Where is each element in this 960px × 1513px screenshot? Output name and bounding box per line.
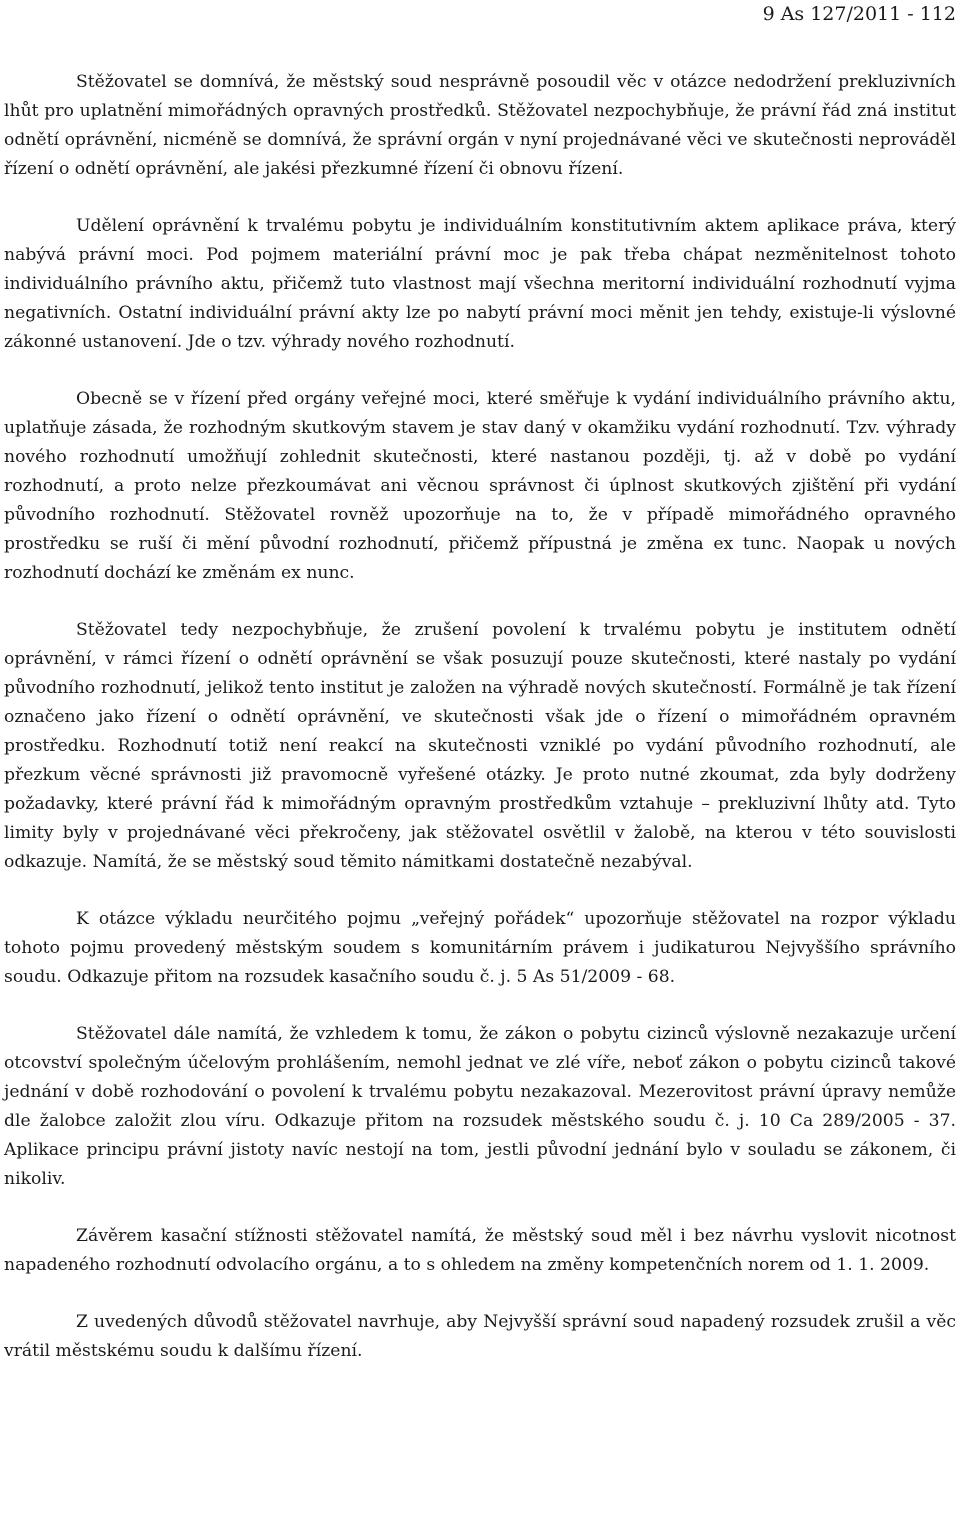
paragraph-5: K otázce výkladu neurčitého pojmu „veřejný pořádek“ upozorňuje stěžovatel na rozpor výkladu tohoto pojmu provedený městským soudem s komunitárním právem i judikaturou Nejvyššího správního soudu. Odkazuje přitom na rozsudek kasačního soudu č. j. 5 As 51/2009 - 68. xyxy=(4,909,956,987)
paragraph-1: Stěžovatel se domnívá, že městský soud nesprávně posoudil věc v otázce nedodržení prekluzivních lhůt pro uplatnění mimořádných opravných prostředků. Stěžovatel nezpochybňuje, že právní řád zná institut odnětí oprávnění, nicméně se domnívá, že správní orgán v nyní projednávané věci ve skutečnosti neprováděl řízení o odnětí oprávnění, ale jakési přezkumné řízení či obnovu řízení. xyxy=(4,72,956,179)
paragraph-2: Udělení oprávnění k trvalému pobytu je individuálním konstitutivním aktem aplikace práva, který nabývá právní moci. Pod pojmem materiální právní moc je pak třeba chápat nezměnitelnost tohoto individuálního právního aktu, přičemž tuto vlastnost mají všechna meritorní individuální rozhodnutí vyjma negativních. Ostatní individuální právní akty lze po nabytí právní moci měnit jen tehdy, existuje-li výslovné zákonné ustanovení. Jde o tzv. výhrady nového rozhodnutí. xyxy=(4,216,956,352)
page-header-case-number: 9 As 127/2011 - 112 xyxy=(762,3,956,25)
paragraph-3: Obecně se v řízení před orgány veřejné moci, které směřuje k vydání individuálního právního aktu, uplatňuje zásada, že rozhodným skutkovým stavem je stav daný v okamžiku vydání rozhodnutí. Tzv. výhrady nového rozhodnutí umožňují zohlednit skutečnosti, které nastanou později, tj. až v době po vydání rozhodnutí, a proto nelze přezkoumávat ani věcnou správnost či úplnost skutkových zjištění při vydání původního rozhodnutí. Stěžovatel rovněž upozorňuje na to, že v případě mimořádného opravného prostředku se ruší či mění původní rozhodnutí, přičemž přípustná je změna ex tunc. Naopak u nových rozhodnutí dochází ke změnám ex nunc. xyxy=(4,389,956,583)
paragraph-6: Stěžovatel dále namítá, že vzhledem k tomu, že zákon o pobytu cizinců výslovně nezakazuje určení otcovství společným účelovým prohlášením, nemohl jednat ve zlé víře, neboť zákon o pobytu cizinců takové jednání v době rozhodování o povolení k trvalému pobytu nezakazoval. Mezerovitost právní úpravy nemůže dle žalobce založit zlou víru. Odkazuje přitom na rozsudek městského soudu č. j. 10 Ca 289/2005 - 37. Aplikace principu právní jistoty navíc nestojí na tom, jestli původní jednání bylo v souladu se zákonem, či nikoliv. xyxy=(4,1024,956,1189)
document-body xyxy=(4,68,956,1366)
paragraph-4: Stěžovatel tedy nezpochybňuje, že zrušení povolení k trvalému pobytu je institutem odnětí oprávnění, v rámci řízení o odnětí oprávnění se však posuzují pouze skutečnosti, které nastaly po vydání původního rozhodnutí, jelikož tento institut je založen na výhradě nových skutečností. Formálně je tak řízení označeno jako řízení o odnětí oprávnění, ve skutečnosti však jde o řízení o mimořádném opravném prostředku. Rozhodnutí totiž není reakcí na skutečnosti vzniklé po vydání původního rozhodnutí, ale přezkum věcné správnosti již pravomocně vyřešené otázky. Je proto nutné zkoumat, zda byly dodrženy požadavky, které právní řád k mimořádným opravným prostředkům vztahuje – prekluzivní lhůty atd. Tyto limity byly v projednávané věci překročeny, jak stěžovatel osvětlil v žalobě, na kterou v této souvislosti odkazuje. Namítá, že se městský soud těmito námitkami dostatečně nezabýval. xyxy=(4,620,956,872)
paragraph-8: Z uvedených důvodů stěžovatel navrhuje, aby Nejvyšší správní soud napadený rozsudek zrušil a věc vrátil městskému soudu k dalšímu řízení. xyxy=(4,1312,956,1361)
paragraph-7: Závěrem kasační stížnosti stěžovatel namítá, že městský soud měl i bez návrhu vyslovit nicotnost napadeného rozhodnutí odvolacího orgánu, a to s ohledem na změny kompetenčních norem od 1. 1. 2009. xyxy=(4,1226,956,1275)
